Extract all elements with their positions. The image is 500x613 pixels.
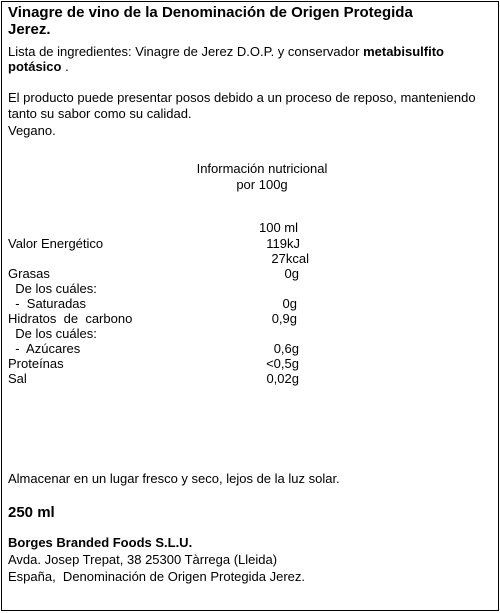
nutrition-row-label: Proteínas — [8, 356, 64, 371]
ingredients-bold-1: metabisulfito — [363, 44, 444, 59]
nutrition-row-value: 27kcal — [271, 251, 309, 266]
nutrition-row-value: <0,5g — [266, 356, 299, 371]
ingredients-bold-2: potásico — [8, 59, 62, 74]
nutrition-row-label: Grasas — [8, 266, 50, 281]
product-label — [1, 1, 499, 611]
company-name: Borges Branded Foods S.L.U. — [8, 535, 193, 550]
storage-instructions: Almacenar en un lugar fresco y seco, lejos de la luz solar. — [8, 471, 340, 486]
nutrition-heading-line1: Información nutricional — [196, 161, 328, 176]
nutrition-row-value: 0,9g — [271, 311, 297, 326]
nutrition-row-label: Hidratos de carbono — [8, 311, 133, 326]
nutrition-heading-line2: por 100g — [236, 177, 288, 192]
notice-line1: El producto puede presentar posos debido a un proceso de reposo, manteniendo — [8, 90, 476, 105]
company-address: Avda. Josep Trepat, 38 25300 Tàrrega (Lleida) — [8, 552, 278, 567]
ingredients-text: Lista de ingredientes: Vinagre de Jerez D.O.P. y conservador — [8, 44, 360, 59]
origin-text: España, Denominación de Origen Protegida Jerez. — [8, 569, 306, 584]
nutrition-row-value: 0,02g — [266, 371, 299, 386]
ingredients-end: . — [65, 59, 69, 74]
nutrition-row-label: - Saturadas — [8, 296, 87, 311]
nutrition-row-value: 119kJ — [266, 236, 300, 251]
nutrition-row-value: 0g — [284, 266, 299, 281]
nutrition-row-label: - Azúcares — [8, 341, 81, 356]
notice-line2: tanto su sabor como su calidad. — [8, 106, 192, 121]
product-title-line1: Vinagre de vino de la Denominación de Origen Protegida — [8, 4, 413, 21]
net-volume: 250 ml — [8, 504, 55, 521]
product-title-line2: Jerez. — [8, 21, 51, 38]
nutrition-row-value: 0g — [282, 296, 297, 311]
nutrition-row-label: Sal — [8, 371, 27, 386]
nutrition-row-label: De los cuáles: — [8, 326, 97, 341]
ingredients-line1 — [8, 44, 444, 59]
nutrition-row-value: 0,6g — [273, 341, 299, 356]
ingredients-line2 — [8, 59, 69, 74]
nutrition-column-header: 100 ml — [259, 220, 299, 235]
nutrition-row-label: De los cuáles: — [8, 281, 97, 296]
nutrition-row-label: Valor Energético — [8, 236, 104, 251]
vegan-text: Vegano. — [8, 123, 56, 138]
